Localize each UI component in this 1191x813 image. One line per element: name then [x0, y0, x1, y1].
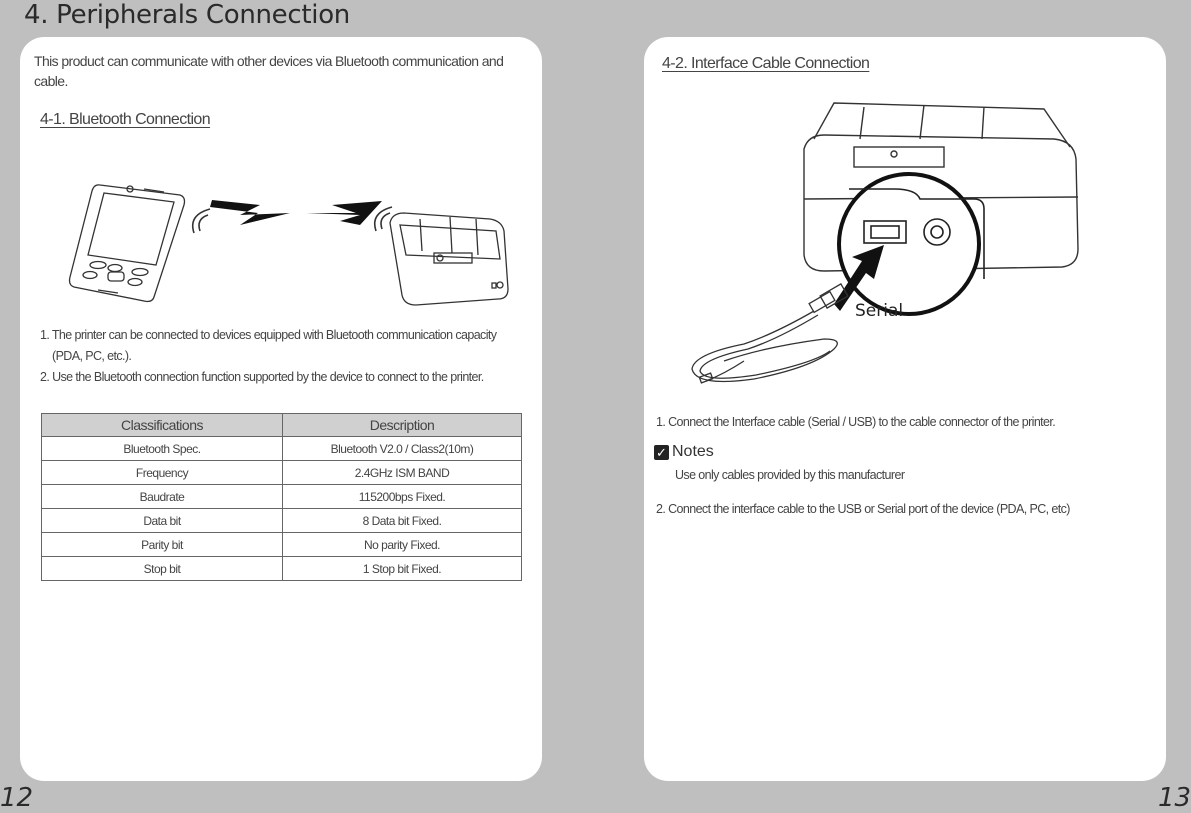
notes-text: Use only cables provided by this manufacturer	[675, 468, 905, 482]
col-header-description: Description	[283, 414, 522, 437]
notes-title: Notes	[672, 443, 714, 460]
table-row	[42, 437, 522, 461]
cable-icon	[692, 284, 848, 383]
section-title: 4. Peripherals Connection	[24, 0, 350, 30]
list-item: (PDA, PC, etc.).	[52, 349, 132, 363]
table-cell: Data bit	[42, 509, 283, 533]
magnify-circle-icon	[839, 174, 979, 314]
bluetooth-steps	[40, 325, 540, 388]
cable-step-2: 2. Connect the interface cable to the USB or Serial port of the device (PDA, PC, etc)	[656, 502, 1070, 516]
bluetooth-illustration	[60, 155, 520, 305]
spec-table	[41, 413, 522, 581]
table-cell: 8 Data bit Fixed.	[283, 509, 522, 533]
table-cell: Stop bit	[42, 557, 283, 581]
table-header-row	[42, 414, 522, 437]
table-cell: Frequency	[42, 461, 283, 485]
bluetooth-subheading: 4-1. Bluetooth Connection	[40, 111, 211, 128]
printer-device-icon	[390, 213, 508, 305]
table-cell: 1 Stop bit Fixed.	[283, 557, 522, 581]
page-number-right: 13	[1158, 783, 1191, 813]
serial-label: Serial	[855, 301, 904, 321]
checkbox-icon: ✓	[654, 445, 669, 460]
table-row	[42, 461, 522, 485]
lightning-bolt-icon	[210, 200, 382, 225]
table-cell: Parity bit	[42, 533, 283, 557]
table-row	[42, 509, 522, 533]
table-cell: 115200bps Fixed.	[283, 485, 522, 509]
list-item: 1. The printer can be connected to devices equipped with Bluetooth communication capacity	[40, 328, 497, 342]
table-cell: Bluetooth V2.0 / Class2(10m)	[283, 437, 522, 461]
right-page	[644, 37, 1166, 781]
col-header-classifications: Classifications	[42, 414, 283, 437]
left-page	[20, 37, 542, 781]
table-row	[42, 485, 522, 509]
table-cell: Baudrate	[42, 485, 283, 509]
list-item: 2. Use the Bluetooth connection function supported by the device to connect to the printer.	[40, 370, 484, 384]
cable-illustration	[684, 99, 1084, 389]
cable-subheading: 4-2. Interface Cable Connection	[662, 55, 870, 72]
table-row	[42, 557, 522, 581]
intro-text: This product can communicate with other devices via Bluetooth communication and cable.	[34, 53, 504, 89]
cable-step-1: 1. Connect the Interface cable (Serial / USB) to the cable connector of the printer.	[656, 415, 1056, 429]
table-cell: Bluetooth Spec.	[42, 437, 283, 461]
table-row	[42, 533, 522, 557]
table-cell: 2.4GHz ISM BAND	[283, 461, 522, 485]
page-number-left: 12	[0, 783, 34, 813]
table-cell: No parity Fixed.	[283, 533, 522, 557]
pda-device-icon	[70, 185, 185, 302]
notes-heading	[654, 443, 714, 461]
